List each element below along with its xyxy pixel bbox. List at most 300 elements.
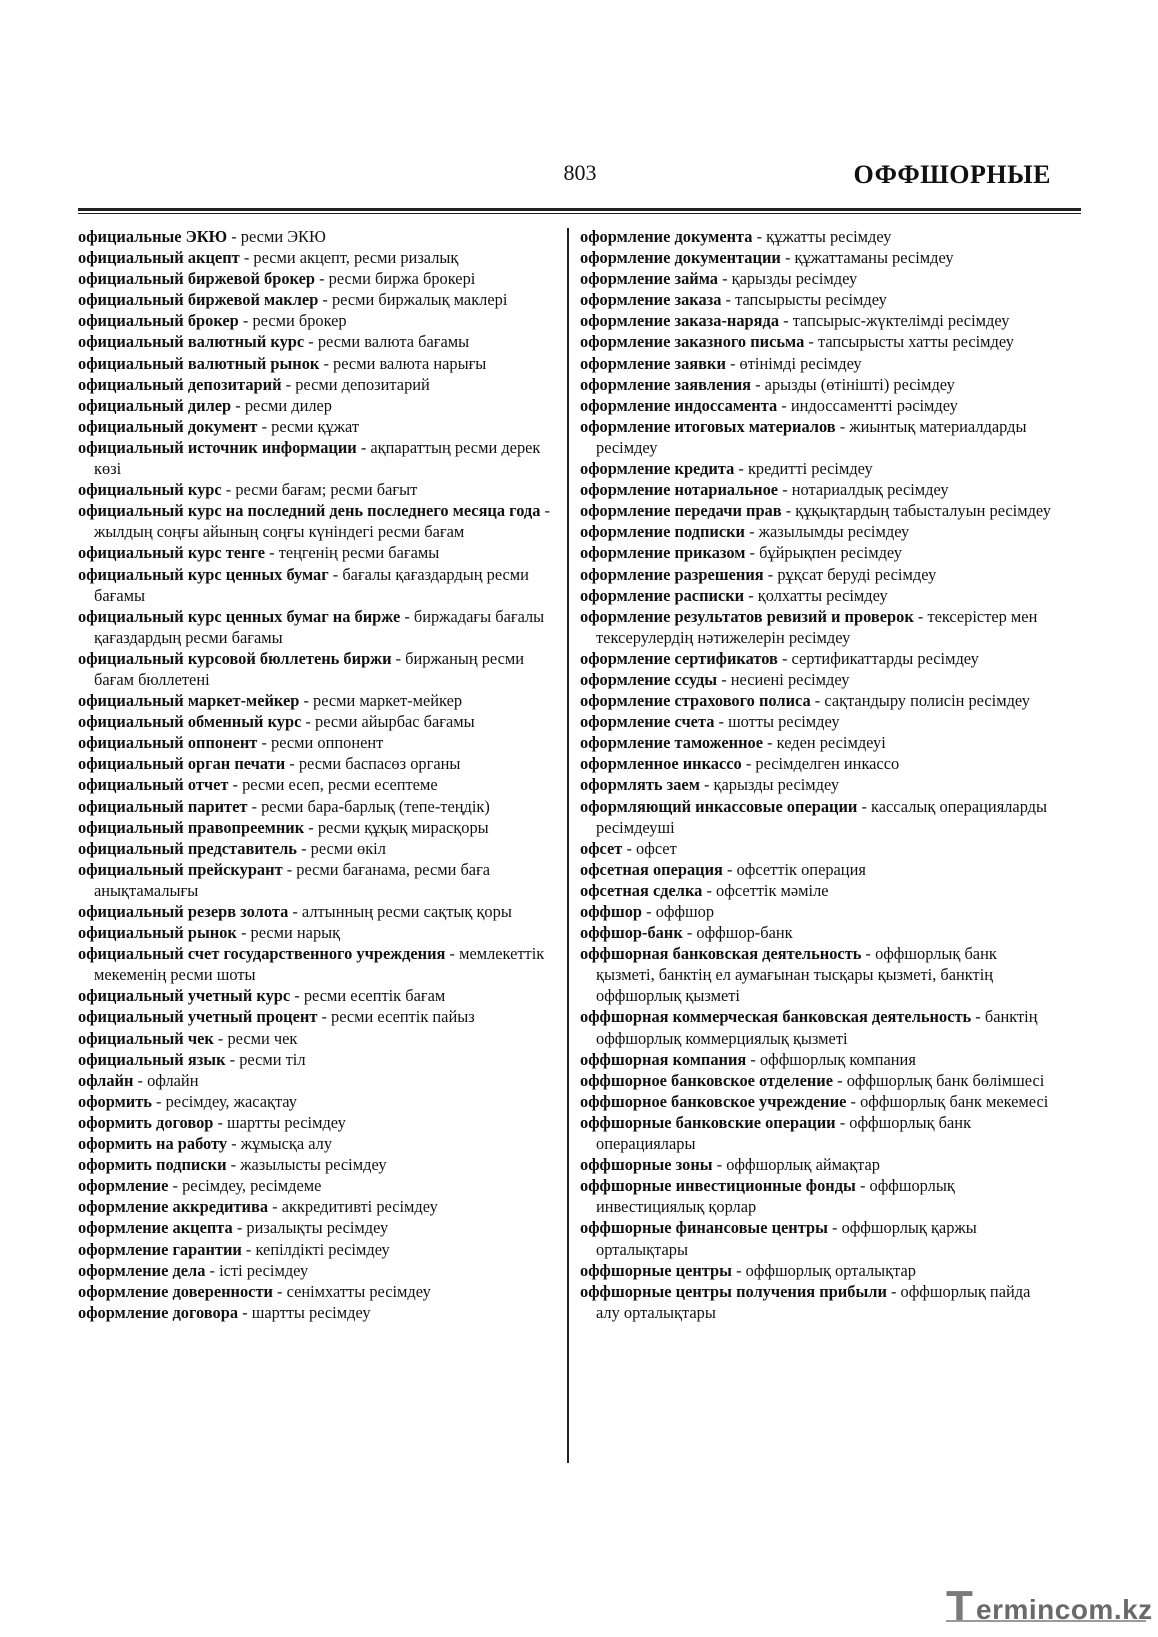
- entry-term: оффшорная банковская деятельность: [580, 944, 862, 964]
- entry-definition: алтынның ресми сақтық қоры: [301, 902, 512, 921]
- dictionary-entry: [78, 796, 556, 817]
- entry-separator: -: [731, 1260, 746, 1280]
- entry-term: оформление итоговых материалов: [580, 416, 836, 436]
- right-column: [580, 226, 1058, 1323]
- entry-separator: -: [285, 754, 299, 774]
- entry-term: оформление индоссамента: [580, 395, 778, 415]
- dictionary-entry: [580, 1049, 1058, 1070]
- entry-definition: оффшорлық банк операциялары: [596, 1112, 972, 1154]
- dictionary-entry: [78, 500, 556, 542]
- dictionary-entry: [580, 479, 1058, 500]
- dictionary-entry: [580, 753, 1058, 774]
- entry-separator: -: [231, 395, 245, 415]
- entry-term: оформить договор: [78, 1112, 214, 1132]
- entry-separator: -: [752, 227, 767, 246]
- entry-definition: мемлекеттік мекеменің ресми шоты: [94, 944, 545, 985]
- dictionary-entry: [78, 353, 556, 374]
- dictionary-entry: [78, 753, 556, 774]
- entry-term: оформление подписки: [580, 522, 746, 542]
- entry-definition: қарызды ресімдеу: [731, 269, 858, 289]
- entry-term: оффшорная коммерческая банковская деятельность: [580, 1007, 972, 1027]
- entry-term: оффшорные банковские операции: [580, 1112, 836, 1132]
- entry-separator: -: [213, 1112, 228, 1132]
- entry-separator: -: [777, 648, 792, 668]
- entry-separator: -: [133, 1070, 148, 1090]
- dictionary-entry: [78, 943, 556, 985]
- entry-separator: -: [301, 712, 316, 732]
- entry-separator: -: [205, 1260, 220, 1280]
- entry-separator: -: [304, 332, 318, 352]
- left-column: [78, 226, 556, 1323]
- entry-term: оформление нотариальное: [580, 480, 779, 500]
- entry-separator: -: [221, 480, 236, 500]
- entry-term: оформить подписки: [78, 1155, 227, 1175]
- dictionary-entry: [580, 711, 1058, 732]
- entry-separator: -: [699, 775, 714, 795]
- entry-definition: құжаттаманы ресімдеу: [794, 248, 954, 268]
- entry-separator: -: [238, 1302, 252, 1322]
- entry-separator: -: [741, 754, 756, 774]
- dictionary-entry: [580, 500, 1058, 521]
- dictionary-entry: [78, 1028, 556, 1049]
- dictionary-entry: [78, 1091, 556, 1112]
- entry-term: оформленное инкассо: [580, 754, 742, 774]
- entry-separator: -: [257, 733, 272, 753]
- dictionary-entry: [78, 564, 556, 606]
- entry-definition: теңгенің ресми бағамы: [278, 543, 440, 563]
- dictionary-entry: [580, 585, 1058, 606]
- entry-definition: оффшорлық пайда алу орталықтары: [596, 1281, 1031, 1322]
- entry-term: официальный дилер: [78, 395, 232, 415]
- dictionary-entry: [78, 226, 556, 247]
- entry-separator: -: [682, 923, 697, 943]
- entry-definition: жұмысқа алу: [240, 1134, 333, 1154]
- entry-definition: кредитті ресімдеу: [747, 459, 873, 479]
- entry-separator: -: [622, 838, 636, 858]
- dictionary-entry: [78, 416, 556, 437]
- entry-definition: қолхатты ресімдеу: [757, 585, 888, 605]
- entry-term: оформляющий инкассовые операции: [580, 796, 858, 816]
- entry-term: официальный валютный рынок: [78, 353, 320, 373]
- dictionary-entry: [78, 732, 556, 753]
- entry-term: оформление передачи прав: [580, 501, 782, 521]
- entry-separator: -: [268, 1197, 282, 1217]
- entry-separator: -: [745, 543, 760, 563]
- dictionary-entry: [78, 1006, 556, 1027]
- entry-term: официальный представитель: [78, 838, 297, 858]
- dictionary-entry: [78, 838, 556, 859]
- entry-definition: оффшорлық қаржы орталықтары: [596, 1218, 977, 1259]
- entry-separator: -: [861, 944, 876, 964]
- entry-separator: -: [781, 501, 796, 521]
- dictionary-entry: [580, 1006, 1058, 1048]
- dictionary-entry: [580, 226, 1058, 247]
- entry-term: официальный валютный курс: [78, 332, 305, 352]
- entry-term: официальный акцепт: [78, 248, 240, 268]
- entry-separator: -: [356, 437, 371, 457]
- entry-term: официальный источник информации: [78, 437, 357, 457]
- entry-definition: ресми бағанама, ресми баға анықтамалығы: [94, 859, 491, 900]
- entry-term: оформление результатов ревизий и проверок: [580, 606, 914, 626]
- entry-separator: -: [642, 902, 656, 921]
- entry-definition: оффшорлық компания: [759, 1049, 916, 1069]
- dictionary-entry: [78, 1281, 556, 1302]
- entry-term: офсетная операция: [580, 859, 723, 879]
- entry-definition: ресми депозитарий: [295, 374, 430, 394]
- entry-separator: -: [833, 1070, 847, 1090]
- entry-separator: -: [227, 1134, 241, 1154]
- entry-term: оформление договора: [78, 1302, 239, 1322]
- entry-separator: -: [762, 733, 777, 753]
- entry-term: оффшорная компания: [580, 1049, 747, 1069]
- entry-separator: -: [540, 501, 550, 521]
- entry-definition: сенімхатты ресімдеу: [286, 1281, 431, 1301]
- dictionary-entry: [78, 1260, 556, 1281]
- entry-term: оффшорное банковское отделение: [580, 1070, 834, 1090]
- dictionary-entry: [78, 1154, 556, 1175]
- entry-definition: индоссаментті рәсімдеу: [790, 395, 958, 415]
- dictionary-entry: [78, 859, 556, 901]
- entry-separator: -: [314, 269, 329, 289]
- entry-separator: -: [751, 374, 765, 394]
- entry-separator: -: [714, 712, 729, 732]
- entry-definition: несиені ресімдеу: [730, 669, 850, 689]
- dictionary-entry: [580, 669, 1058, 690]
- entry-definition: кепілдікті ресімдеу: [255, 1239, 390, 1259]
- entry-term: оформление заявки: [580, 353, 726, 373]
- dictionary-entry: [580, 859, 1058, 880]
- dictionary-entry: [580, 1112, 1058, 1154]
- entry-term: оформление счета: [580, 712, 715, 732]
- entry-definition: биржадағы бағалы қағаздардың ресми бағамы: [94, 606, 545, 647]
- dictionary-entry: [78, 479, 556, 500]
- entry-term: оформление доверенности: [78, 1281, 273, 1301]
- entry-definition: ризалықты ресімдеу: [246, 1218, 389, 1238]
- entry-term: оформление кредита: [580, 459, 735, 479]
- entry-separator: -: [721, 290, 736, 310]
- dictionary-entry: [78, 1302, 556, 1323]
- entry-term: официальный учетный курс: [78, 986, 291, 1006]
- dictionary-entry: [580, 796, 1058, 838]
- dictionary-entry: [580, 564, 1058, 585]
- dictionary-entry: [580, 1175, 1058, 1217]
- dictionary-entry: [580, 774, 1058, 795]
- dictionary-entry: [580, 521, 1058, 542]
- entry-definition: ресми есептік бағам: [303, 986, 446, 1006]
- entry-term: оффшорные инвестиционные фонды: [580, 1176, 856, 1196]
- entry-definition: арызды (өтінішті) ресімдеу: [764, 374, 955, 394]
- entry-term: оформление ссуды: [580, 669, 718, 689]
- entry-separator: -: [779, 311, 793, 331]
- entry-separator: -: [239, 248, 254, 268]
- entry-definition: ресми чек: [227, 1028, 298, 1048]
- dictionary-entry: [580, 1154, 1058, 1175]
- dictionary-entry: [580, 331, 1058, 352]
- entry-term: оформление аккредитива: [78, 1197, 269, 1217]
- entry-term: официальный рынок: [78, 923, 237, 943]
- entry-separator: -: [971, 1007, 985, 1027]
- entry-term: официальный учетный процент: [78, 1007, 318, 1027]
- dictionary-entry: [78, 711, 556, 732]
- dictionary-entry: [580, 247, 1058, 268]
- entry-separator: -: [281, 374, 296, 394]
- entry-separator: -: [296, 838, 311, 858]
- entry-separator: -: [168, 1176, 183, 1196]
- entry-separator: -: [745, 522, 759, 542]
- dictionary-entry: [78, 395, 556, 416]
- entry-term: оффшорное банковское учреждение: [580, 1091, 847, 1111]
- dictionary-entry: [78, 1049, 556, 1070]
- entry-definition: оффшор-банк: [696, 923, 793, 943]
- entry-term: официальный чек: [78, 1028, 214, 1048]
- entry-term: официальный маркет-мейкер: [78, 691, 300, 711]
- entry-term: оформление страхового полиса: [580, 691, 811, 711]
- dictionary-entry: [78, 331, 556, 352]
- column-divider: [567, 228, 569, 1463]
- entry-definition: тапсырыс-жүктелімді ресімдеу: [792, 311, 1010, 331]
- dictionary-entry: [580, 395, 1058, 416]
- entry-definition: рұқсат беруді ресімдеу: [777, 564, 937, 584]
- entry-definition: қарызды ресімдеу: [713, 775, 840, 795]
- dictionary-entry: [78, 310, 556, 331]
- entry-definition: ресми брокер: [252, 311, 347, 331]
- entry-term: официальный брокер: [78, 311, 239, 331]
- entry-separator: -: [744, 585, 758, 605]
- entry-definition: өтінімді ресімдеу: [739, 353, 862, 373]
- entry-term: оформление заявления: [580, 374, 752, 394]
- entry-definition: ресми құжат: [271, 416, 360, 436]
- entry-separator: -: [247, 796, 262, 816]
- entry-definition: жиынтық материалдарды ресімдеу: [596, 416, 1027, 457]
- entry-term: оффшорные центры: [580, 1260, 732, 1280]
- entry-definition: құжатты ресімдеу: [766, 227, 892, 246]
- entry-separator: -: [780, 248, 795, 268]
- entry-term: оформление заказа-наряда: [580, 311, 780, 331]
- entry-separator: -: [722, 859, 737, 879]
- entry-term: оффшор: [580, 902, 643, 921]
- dictionary-entry: [580, 1260, 1058, 1281]
- entry-term: офсет: [580, 838, 623, 858]
- entry-term: официальный счет государственного учреждения: [78, 944, 446, 964]
- entry-term: оформление займа: [580, 269, 718, 289]
- entry-definition: ресми тіл: [239, 1049, 306, 1069]
- dictionary-entry: [78, 1175, 556, 1196]
- dictionary-entry: [580, 901, 1058, 922]
- entry-term: оформление таможенное: [580, 733, 763, 753]
- entry-separator: -: [913, 606, 928, 626]
- dictionary-entry: [580, 943, 1058, 1006]
- dictionary-entry: [78, 690, 556, 711]
- entry-separator: -: [319, 353, 334, 373]
- dictionary-entry: [78, 1112, 556, 1133]
- logo-initial: T: [946, 1582, 973, 1631]
- dictionary-entry: [580, 648, 1058, 669]
- entry-definition: ресми бағам; ресми бағыт: [235, 480, 418, 500]
- termincom-logo: [946, 1582, 1153, 1631]
- entry-definition: ресми биржалық маклері: [331, 290, 508, 310]
- entry-definition: биржаның ресми бағам бюллетені: [94, 648, 525, 689]
- entry-separator: -: [238, 311, 253, 331]
- entry-separator: -: [717, 669, 731, 689]
- logo-underline: [946, 1620, 1146, 1622]
- entry-definition: оффшорлық аймақтар: [726, 1155, 881, 1175]
- entry-separator: -: [702, 880, 717, 900]
- entry-term: оформление дела: [78, 1260, 206, 1280]
- entry-term: официальный курс ценных бумаг: [78, 564, 329, 584]
- entry-term: оформление расписки: [580, 585, 745, 605]
- entry-definition: ресми бара-барлық (тепе-теңдік): [261, 796, 490, 816]
- entry-definition: бағалы қағаздардың ресми бағамы: [94, 564, 529, 605]
- dictionary-entry: [580, 310, 1058, 331]
- dictionary-entry: [580, 416, 1058, 458]
- dictionary-entry: [580, 732, 1058, 753]
- entry-separator: -: [290, 986, 304, 1006]
- entry-term: официальный оппонент: [78, 733, 258, 753]
- entry-definition: ресми баспасөз органы: [298, 754, 461, 774]
- dictionary-entry: [580, 1070, 1058, 1091]
- entry-term: оформление сертификатов: [580, 648, 778, 668]
- entry-term: оффшор-банк: [580, 923, 683, 943]
- entry-term: официальный курсовой бюллетень биржи: [78, 648, 392, 668]
- entry-separator: -: [391, 648, 406, 668]
- entry-term: оффшорные центры получения прибыли: [580, 1281, 887, 1301]
- entry-separator: -: [299, 691, 314, 711]
- header-rule-thin: [78, 213, 1081, 214]
- entry-separator: -: [804, 332, 818, 352]
- entry-term: официальный резерв золота: [78, 902, 289, 921]
- entry-separator: -: [227, 227, 241, 246]
- dictionary-entry: [580, 268, 1058, 289]
- running-head: ОФФШОРНЫЕ: [853, 160, 1051, 189]
- dictionary-entry: [580, 458, 1058, 479]
- entry-separator: -: [445, 944, 460, 964]
- entry-definition: банктің оффшорлық коммерциялық қызметі: [596, 1007, 1038, 1048]
- dictionary-entry: [580, 1281, 1058, 1323]
- entry-definition: ресми маркет-мейкер: [313, 691, 463, 711]
- dictionary-entry: [78, 1239, 556, 1260]
- entry-term: официальный биржевой маклер: [78, 290, 319, 310]
- entry-separator: -: [232, 1218, 247, 1238]
- entry-term: оформление акцепта: [78, 1218, 233, 1238]
- entry-separator: -: [886, 1281, 901, 1301]
- entry-definition: жазылымды ресімдеу: [758, 522, 910, 542]
- entry-definition: тапсырысты хатты ресімдеу: [817, 332, 1014, 352]
- entry-separator: -: [236, 923, 251, 943]
- entry-definition: ресми биржа брокері: [328, 269, 476, 289]
- dictionary-entry: [580, 374, 1058, 395]
- entry-definition: ресми құқық мирасқоры: [317, 817, 489, 837]
- entry-term: оформление документации: [580, 248, 781, 268]
- entry-definition: ресми оппонент: [271, 733, 384, 753]
- entry-definition: офлайн: [147, 1070, 199, 1090]
- logo-text: ermincom.kz: [976, 1594, 1153, 1625]
- entry-definition: ресми есеп, ресми есептеме: [242, 775, 438, 795]
- entry-separator: -: [265, 543, 279, 563]
- entry-term: оформлять заем: [580, 775, 700, 795]
- entry-term: оформление: [78, 1176, 169, 1196]
- entry-definition: оффшорлық инвестициялық қорлар: [596, 1176, 955, 1217]
- dictionary-entry: [78, 289, 556, 310]
- entry-term: официальный отчет: [78, 775, 229, 795]
- entry-definition: оффшорлық орталықтар: [745, 1260, 916, 1280]
- entry-term: оформление приказом: [580, 543, 746, 563]
- entry-definition: ресми акцепт, ресми ризалық: [253, 248, 459, 268]
- entry-definition: тексерістер мен тексерулердің нәтижелерін ресімдеу: [596, 606, 1038, 647]
- entry-definition: шартты ресімдеу: [251, 1302, 371, 1322]
- dictionary-entry: [580, 1091, 1058, 1112]
- entry-term: оффшорные финансовые центры: [580, 1218, 828, 1238]
- entry-separator: -: [810, 691, 825, 711]
- page-number: 803: [563, 160, 597, 185]
- entry-definition: ресімделген инкассо: [755, 754, 900, 774]
- dictionary-entry: [78, 1196, 556, 1217]
- dictionary-entry: [580, 606, 1058, 648]
- entry-term: оффшорные зоны: [580, 1155, 713, 1175]
- entry-term: официальный язык: [78, 1049, 226, 1069]
- dictionary-entry: [580, 353, 1058, 374]
- entry-separator: -: [228, 775, 243, 795]
- entry-separator: -: [272, 1281, 287, 1301]
- entry-separator: -: [855, 1176, 870, 1196]
- entry-term: официальный прейскурант: [78, 859, 283, 879]
- dictionary-entry: [78, 901, 556, 922]
- entry-term: оформление гарантии: [78, 1239, 242, 1259]
- entry-term: официальный документ: [78, 416, 258, 436]
- header-rule-thick: [78, 208, 1081, 211]
- entry-separator: -: [712, 1155, 727, 1175]
- dictionary-entry: [580, 542, 1058, 563]
- entry-separator: -: [777, 395, 791, 415]
- entry-definition: кассалық операцияларды ресімдеуші: [596, 796, 1048, 837]
- entry-term: официальный курс ценных бумаг на бирже: [78, 606, 401, 626]
- entry-term: официальный курс на последний день последнего месяца года: [78, 501, 541, 521]
- dictionary-entry: [78, 648, 556, 690]
- entry-separator: -: [151, 1091, 166, 1111]
- entry-term: официальный обменный курс: [78, 712, 302, 732]
- entry-term: оформление документа: [580, 227, 753, 246]
- entry-definition: ресми нарық: [250, 923, 341, 943]
- entry-separator: -: [304, 817, 318, 837]
- entry-definition: ресми валюта нарығы: [333, 353, 487, 373]
- entry-term: оформить: [78, 1091, 152, 1111]
- entry-separator: -: [734, 459, 748, 479]
- entry-definition: офсет: [636, 838, 677, 858]
- dictionary-entry: [78, 437, 556, 479]
- entry-term: официальные ЭКЮ: [78, 227, 228, 246]
- dictionary-entry: [78, 1070, 556, 1091]
- entry-term: официальный паритет: [78, 796, 248, 816]
- entry-term: официальный биржевой брокер: [78, 269, 315, 289]
- entry-separator: -: [846, 1091, 861, 1111]
- entry-definition: тапсырысты ресімдеу: [735, 290, 887, 310]
- entry-term: офлайн: [78, 1070, 134, 1090]
- entry-separator: -: [717, 269, 732, 289]
- entry-definition: оффшорлық банк қызметі, банктің ел аумағынан тысқары қызметі, банктің оффшорлық қызметі: [596, 944, 997, 1006]
- entry-definition: бұйрықпен ресімдеу: [759, 543, 902, 563]
- dictionary-entry: [78, 374, 556, 395]
- entry-term: оформление заказного письма: [580, 332, 805, 352]
- entry-separator: -: [317, 1007, 332, 1027]
- entry-definition: шотты ресімдеу: [728, 712, 840, 732]
- entry-definition: ресми дилер: [244, 395, 332, 415]
- entry-term: официальный курс тенге: [78, 543, 266, 563]
- dictionary-entry: [78, 922, 556, 943]
- entry-definition: ақпараттың ресми дерек көзі: [94, 437, 541, 479]
- entry-definition: оффшор: [655, 902, 715, 921]
- entry-definition: шартты ресімдеу: [227, 1112, 346, 1132]
- entry-definition: істі ресімдеу: [219, 1260, 309, 1280]
- entry-definition: ресми есептік пайыз: [331, 1007, 475, 1027]
